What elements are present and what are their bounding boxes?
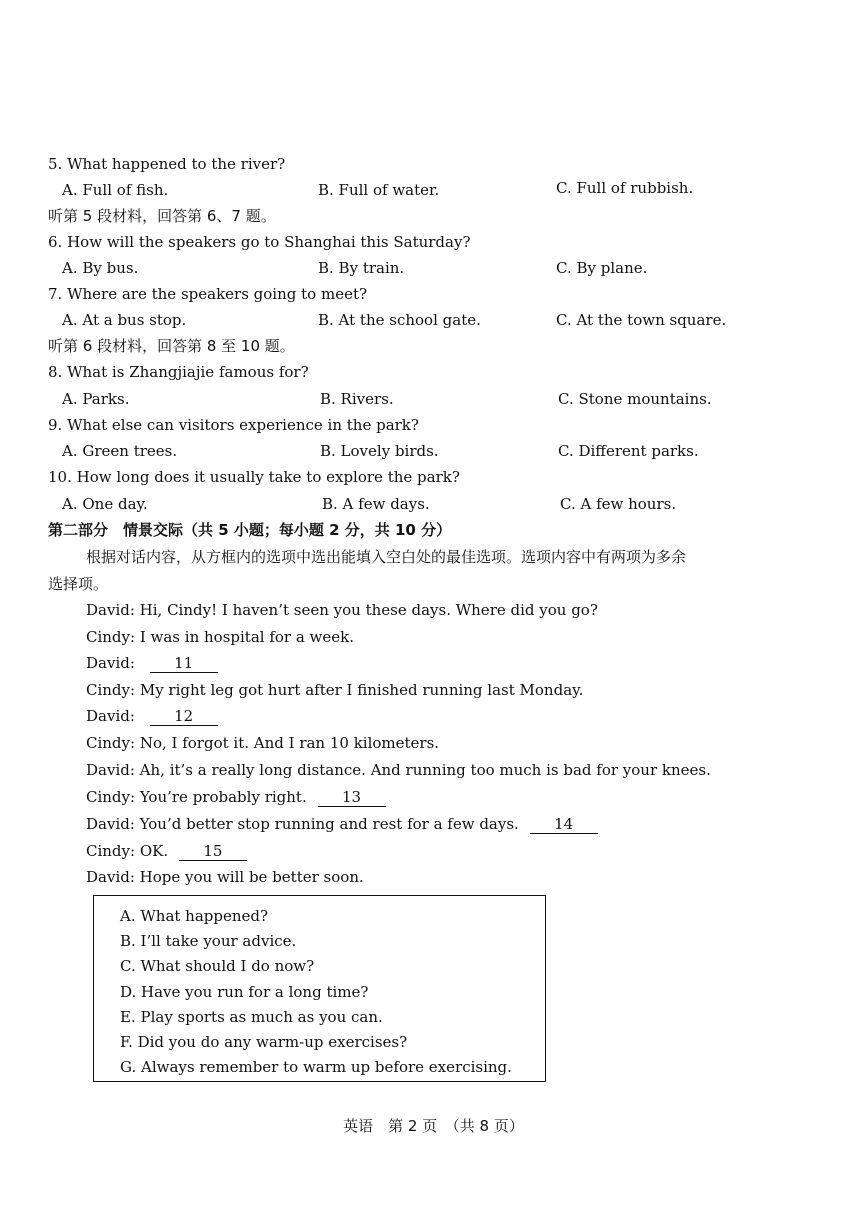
page-footer: 英语 第 2 页 （共 8 页） — [343, 1117, 524, 1135]
choice-f: F. Did you do any warm-up exercises? — [120, 1033, 408, 1051]
dialogue-line-9 — [86, 814, 598, 834]
choice-g: G. Always remember to warm up before exercising. — [120, 1058, 512, 1076]
dialogue-text: Cindy: OK. — [86, 842, 169, 860]
question-8 — [48, 362, 309, 382]
question-number: 9. — [48, 416, 63, 434]
blank-14: 14 — [530, 815, 598, 834]
option-8a: A. Parks. — [62, 390, 130, 408]
dialogue-line-6: Cindy: No, I forgot it. And I ran 10 kilometers. — [86, 734, 440, 752]
option-9c: C. Different parks. — [558, 442, 699, 460]
question-text: How will the speakers go to Shanghai this Saturday? — [67, 233, 471, 251]
blank-15: 15 — [179, 842, 247, 861]
question-number: 6. — [48, 233, 63, 251]
choices-box — [93, 895, 546, 1082]
question-number: 10. — [48, 468, 72, 486]
dialogue-text: Cindy: You’re probably right. — [86, 788, 307, 806]
speaker-label: David: — [86, 707, 135, 725]
choice-e: E. Play sports as much as you can. — [120, 1008, 383, 1026]
option-5c: C. Full of rubbish. — [556, 179, 694, 197]
option-7c: C. At the town square. — [556, 311, 727, 329]
question-number: 5. — [48, 155, 63, 173]
dialogue-line-7: David: Ah, it’s a really long distance. And running too much is bad for your knees. — [86, 761, 711, 779]
option-10c: C. A few hours. — [560, 495, 677, 513]
choice-d: D. Have you run for a long time? — [120, 983, 369, 1001]
part2-direction-line2: 选择项。 — [48, 575, 109, 593]
question-number: 8. — [48, 363, 63, 381]
question-text: What is Zhangjiajie famous for? — [67, 363, 309, 381]
choice-a: A. What happened? — [120, 907, 269, 925]
dialogue-line-11: David: Hope you will be better soon. — [86, 868, 364, 886]
option-8b: B. Rivers. — [320, 390, 394, 408]
option-6c: C. By plane. — [556, 259, 648, 277]
question-text: How long does it usually take to explore the park? — [76, 468, 460, 486]
option-6b: B. By train. — [318, 259, 405, 277]
choice-c: C. What should I do now? — [120, 957, 315, 975]
instruction-section-5: 听第 5 段材料，回答第 6、7 题。 — [48, 207, 276, 225]
option-9b: B. Lovely birds. — [320, 442, 439, 460]
blank-12: 12 — [150, 707, 218, 726]
option-7a: A. At a bus stop. — [62, 311, 187, 329]
dialogue-line-5 — [86, 706, 218, 726]
option-10a: A. One day. — [62, 495, 148, 513]
part2-direction-line1: 根据对话内容，从方框内的选项中选出能填入空白处的最佳选项。选项内容中有两项为多余 — [86, 548, 687, 566]
option-6a: A. By bus. — [62, 259, 139, 277]
dialogue-line-4: Cindy: My right leg got hurt after I finished running last Monday. — [86, 681, 584, 699]
question-text: Where are the speakers going to meet? — [67, 285, 368, 303]
dialogue-line-3 — [86, 653, 218, 673]
choice-b: B. I’ll take your advice. — [120, 932, 297, 950]
question-5 — [48, 154, 285, 174]
question-6 — [48, 232, 471, 252]
dialogue-text: David: You’d better stop running and rest for a few days. — [86, 815, 519, 833]
question-text: What happened to the river? — [67, 155, 286, 173]
part2-title: 第二部分 情景交际（共 5 小题；每小题 2 分，共 10 分） — [48, 521, 452, 539]
blank-13: 13 — [318, 788, 386, 807]
option-10b: B. A few days. — [322, 495, 430, 513]
option-8c: C. Stone mountains. — [558, 390, 712, 408]
instruction-section-6: 听第 6 段材料，回答第 8 至 10 题。 — [48, 337, 295, 355]
question-text: What else can visitors experience in the park? — [67, 416, 419, 434]
question-9 — [48, 415, 419, 435]
question-number: 7. — [48, 285, 63, 303]
dialogue-line-1: David: Hi, Cindy! I haven’t seen you these days. Where did you go? — [86, 601, 598, 619]
dialogue-line-2: Cindy: I was in hospital for a week. — [86, 628, 355, 646]
option-7b: B. At the school gate. — [318, 311, 481, 329]
dialogue-line-8 — [86, 787, 386, 807]
question-7 — [48, 284, 367, 304]
option-5a: A. Full of fish. — [62, 181, 169, 199]
blank-11: 11 — [150, 654, 218, 673]
question-10 — [48, 467, 460, 487]
option-9a: A. Green trees. — [62, 442, 178, 460]
speaker-label: David: — [86, 654, 135, 672]
option-5b: B. Full of water. — [318, 181, 440, 199]
dialogue-line-10 — [86, 841, 247, 861]
